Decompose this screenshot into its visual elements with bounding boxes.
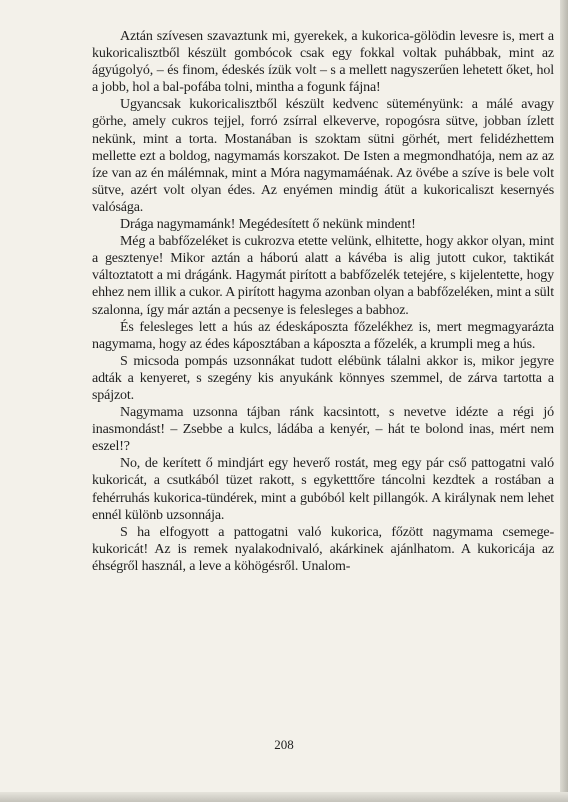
paragraph-4: Még a babfőzeléket is cukrozva etette velünk, elhitette, hogy akkor olyan, mint a gesztenye! Mikor aztán a háború alatt a kávéba is alig jutott cukor, taktikát változtatott a mi drágánk. Hagymát pirított a babfőzelék tetejére, s kijelentette, hogy ehhez nem illik a cukor. A pirított hagyma azonban olyan a babfőzeléken, mint a sült szalonna, így már aztán a pecsenye is felesleges a babhoz.: [92, 234, 554, 318]
paragraph-6: S micsoda pompás uzsonnákat tudott elébünk tálalni akkor is, mikor jegyre adták a kenyeret, s szegény kis anyukánk könnyes szemmel, de zárva tartotta a spájzot.: [92, 353, 554, 403]
page-number: 208: [274, 737, 294, 752]
paragraph-2: Ugyancsak kukoricalisztből készült kedvenc süteményünk: a málé avagy görhe, amely cukros tejjel, forró zsírral elkeverve, ropogósra sütve, jobban ízlett nekünk, mint a torta. Mostanában is szoktam sütni görhét, mert felidézhettem mellette ezt a boldog, nagymamás korszakot. De Isten a megmondhatója, nem az az íze van az én málémnak, mint a Móra nagymamáénak. Az övébe a szíve is bele volt sütve, azért volt olyan édes. Az enyémen mindig átüt a kukoricaliszt kesernyés valósága.: [92, 97, 554, 215]
paragraph-3: Drága nagymamánk! Megédesített ő nekünk mindent!: [120, 217, 416, 233]
body-text: [92, 28, 554, 575]
paragraph-1: Aztán szívesen szavaztunk mi, gyerekek, a kukorica-gölödin levesre is, mert a kukoricalisztből készült gombócok csak egy fokkal voltak puhábbak, mint az ágyúgolyó, – és finom, édeskés ízük volt – s a mellett nagyszerűen lehetett őket, hol a jobb, hol a bal-pofába tolni, mintha a fogunk fájna!: [92, 29, 554, 96]
paragraph-7: Nagymama uzsonna tájban ránk kacsintott, s nevetve idézte a régi jó inasmondást! – Zsebbe a kulcs, ládába a kenyér, – hát te bolond inas, mért nem eszel!?: [92, 405, 554, 455]
paragraph-5: És felesleges lett a hús az édeskáposzta főzelékhez is, mert megmagyarázta nagymama, hogy az édes káposztában a káposzta a főzelék, a krumpli meg a hús.: [92, 319, 554, 352]
paragraph-8: No, de kerített ő mindjárt egy heverő rostát, meg egy pár cső pattogatni való kukoricát, a csutkából tüzet rakott, s egyketttőre táncolni kezdtek a rostában a fehérruhás kukorica-tündérek, mint a gubóból kelt pillangók. A királynak nem lehet ennél különb uzsonnája.: [92, 456, 554, 523]
scan-edge-right: [560, 0, 568, 802]
scan-edge-bottom: [0, 792, 568, 802]
paragraph-9: S ha elfogyott a pattogatni való kukorica, főzött nagymama csemege-kukoricát! Az is remek nyalakodnivaló, akárkinek ajánlhatom. A kukoricája az éhségről használ, a leve a köhögésről. Unalom-: [92, 524, 554, 574]
